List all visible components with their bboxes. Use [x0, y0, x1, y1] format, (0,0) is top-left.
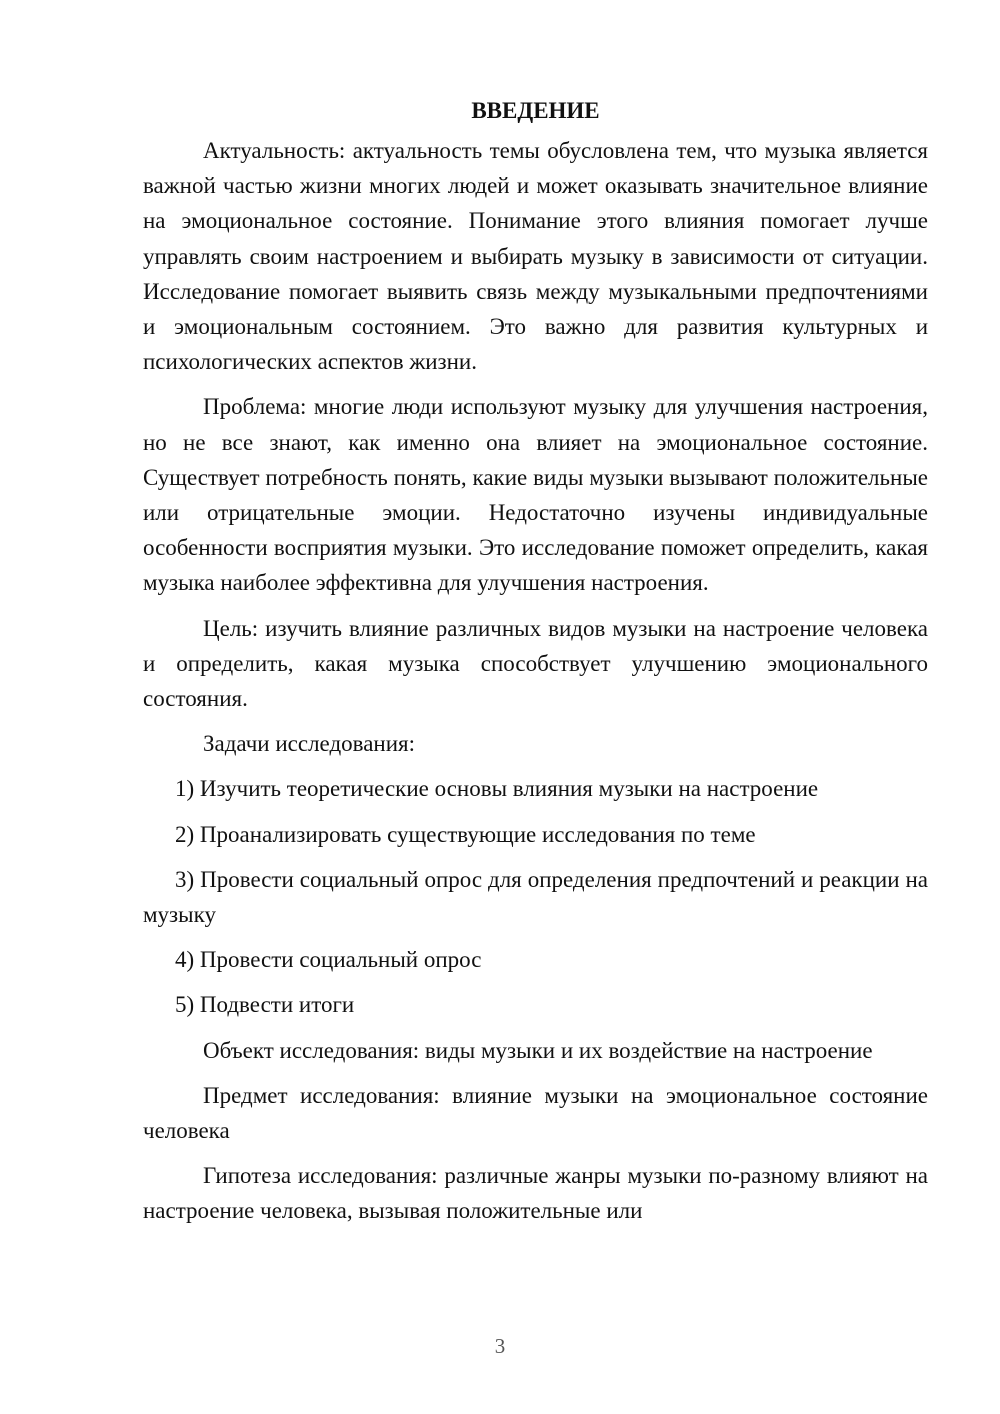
research-subject-paragraph: Предмет исследования: влияние музыки на эмоциональное состояние человека — [143, 1082, 928, 1144]
task-item-4: 4) Провести социальный опрос — [175, 947, 482, 973]
task-item-1: 1) Изучить теоретические основы влияния музыки на настроение — [175, 776, 819, 802]
section-title: ВВЕДЕНИЕ — [471, 98, 600, 123]
research-object-paragraph: Объект исследования: виды музыки и их воздействие на настроение — [203, 1037, 873, 1063]
hypothesis-paragraph: Гипотеза исследования: различные жанры музыки по-разному влияют на настроение человека, вызывая положительные или — [143, 1163, 928, 1224]
goal-paragraph: Цель: изучить влияние различных видов музыки на настроение человека и определить, какая музыка способствует улучшению эмоционального состояния. — [143, 615, 928, 712]
task-item-5: 5) Подвести итоги — [175, 992, 355, 1018]
problem-paragraph: Проблема: многие люди используют музыку для улучшения настроения, но не все знают, как именно она влияет на эмоциональное состояние. Существует потребность понять, какие виды музыки вызывают положительные или отрицательные эмоции. Недостаточно изучены индивидуальные особенности восприятия музыки. Это исследование поможет определить, какая музыка наиболее эффективна для улучшения настроения. — [143, 394, 928, 596]
page-number: 3 — [494, 1334, 506, 1358]
tasks-heading: Задачи исследования: — [203, 731, 416, 757]
task-item-3: 3) Провести социальный опрос для определения предпочтений и реакции на музыку — [143, 866, 928, 928]
document-page — [143, 92, 928, 1239]
relevance-paragraph: Актуальность: актуальность темы обусловлена тем, что музыка является важной частью жизни многих людей и может оказывать значительное влияние на эмоциональное состояние. Понимание этого влияния помогает лучше управлять своим настроением и выбирать музыку в зависимости от ситуации. Исследование помогает выявить связь между музыкальными предпочтениями и эмоциональным состоянием. Это важно для развития культурных и психологических аспектов жизни. — [143, 138, 928, 375]
task-item-2: 2) Проанализировать существующие исследования по теме — [175, 821, 756, 847]
